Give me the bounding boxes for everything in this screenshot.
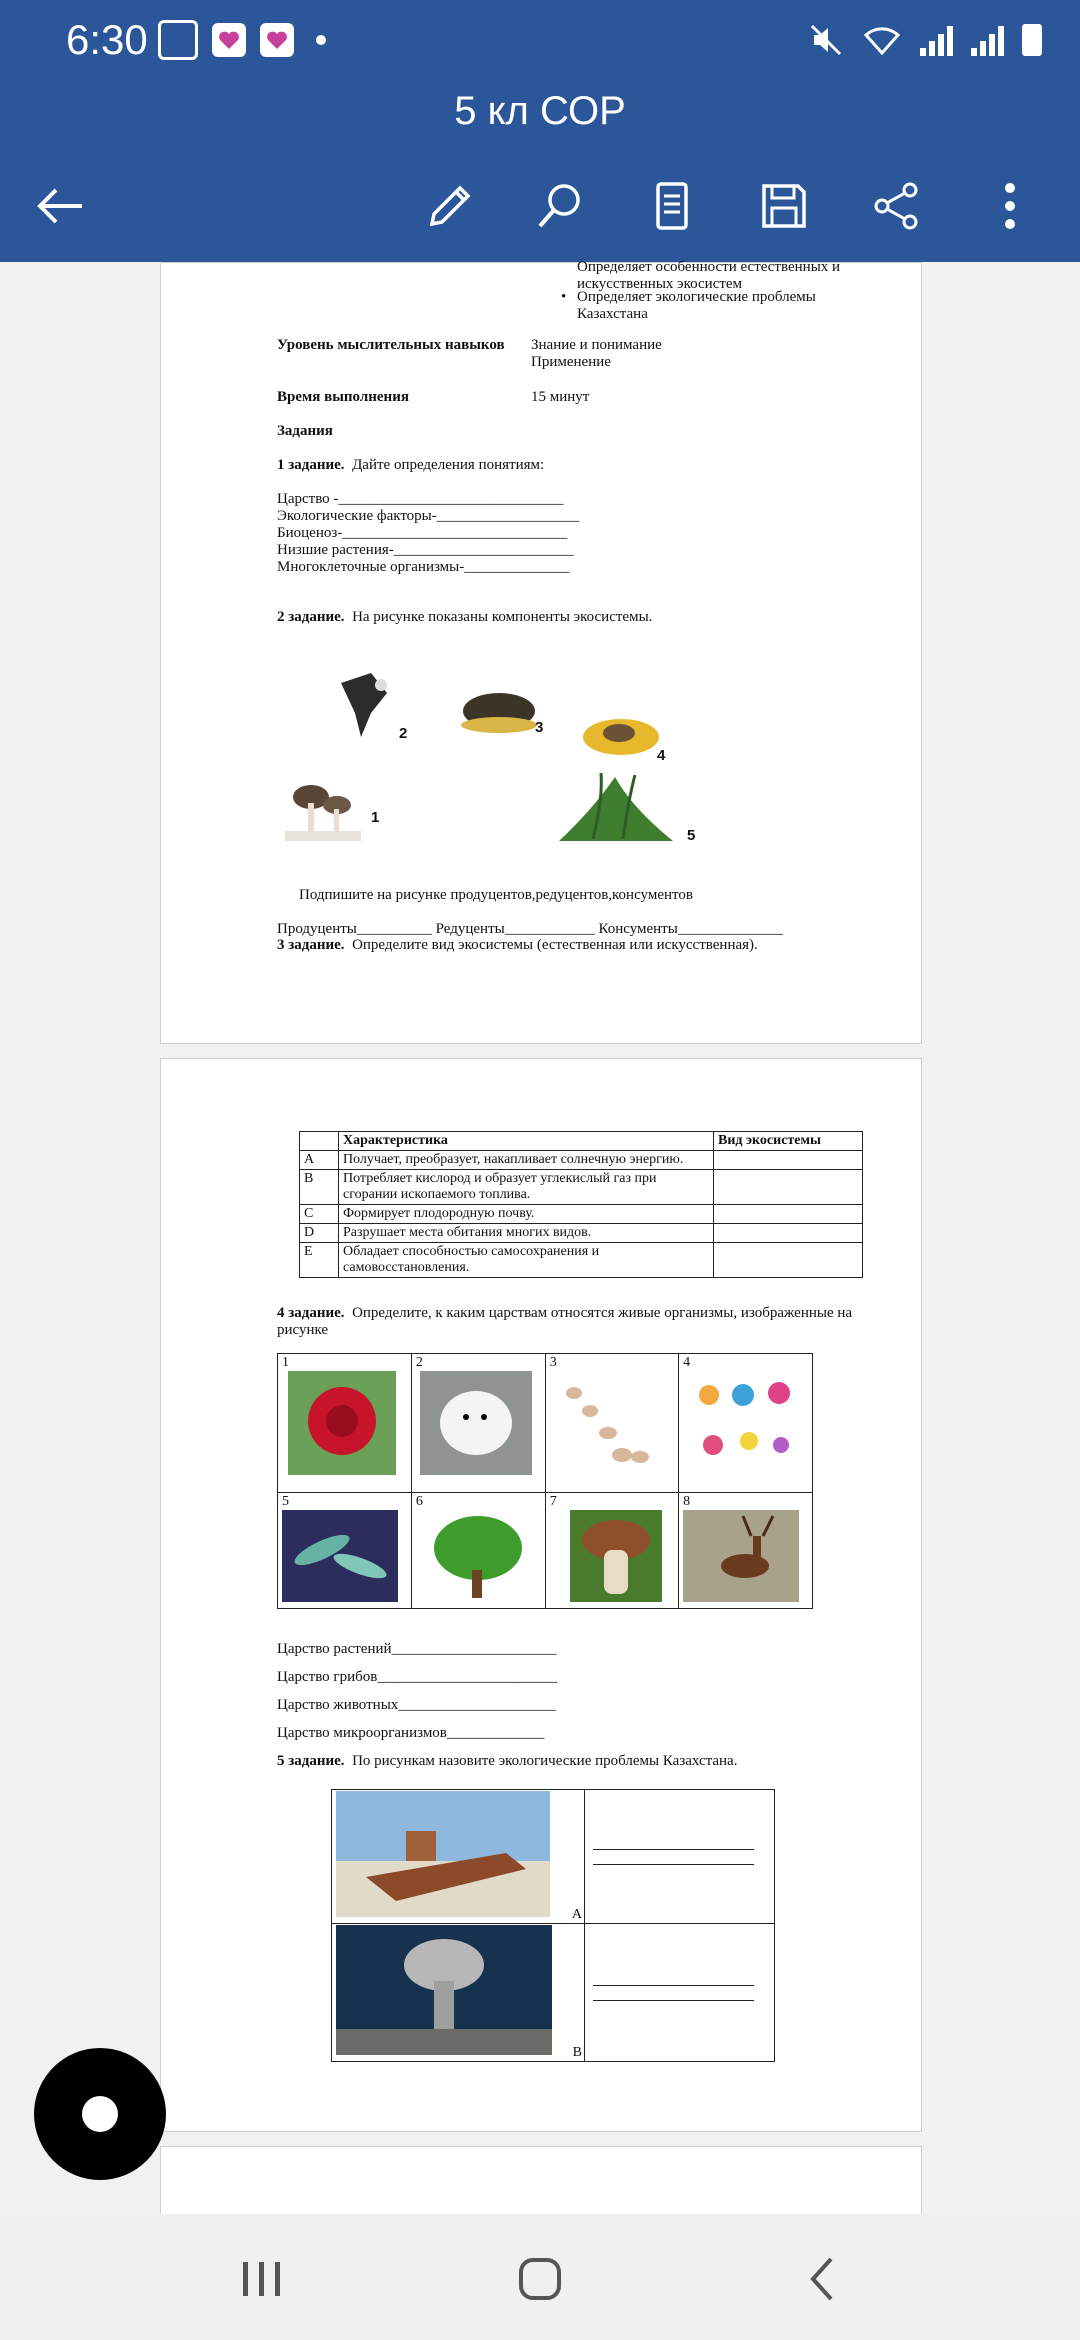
signal-icon <box>920 24 953 56</box>
nuclear-explosion-image <box>336 1925 552 2055</box>
task2-instruction: Подпишите на рисунке продуцентов,редуцентов,консументов <box>299 887 693 903</box>
bullet-dot: • <box>561 289 567 305</box>
table-header-cell: Характеристика <box>339 1132 714 1151</box>
task-number: 1 задание. <box>277 457 345 473</box>
back-nav-button[interactable] <box>792 2254 852 2304</box>
task-text: На рисунке показаны компоненты экосистемы. <box>352 609 653 625</box>
status-bar <box>0 0 1080 86</box>
eco-problems-table <box>331 1789 775 2062</box>
task2-heading <box>277 609 652 626</box>
figure-number: 4 <box>657 747 666 764</box>
row-letter: A <box>300 1151 339 1170</box>
mute-icon <box>808 22 844 58</box>
answer-cell[interactable] <box>585 1790 775 1924</box>
thinking-skill-value: Применение <box>531 354 611 370</box>
answer-cell[interactable] <box>585 1924 775 2062</box>
ecosystem-figure <box>161 643 921 843</box>
stranded-ship-image <box>336 1791 550 1917</box>
more-options-button[interactable] <box>974 170 1046 242</box>
bullet-text: Определяет особенности естественных и искусственных экосистем <box>577 259 841 292</box>
recent-apps-icon <box>239 2258 285 2300</box>
task4-heading <box>277 1305 867 1339</box>
document-page-2[interactable] <box>160 1058 922 2132</box>
grid-row <box>278 1354 813 1493</box>
share-button[interactable] <box>860 170 932 242</box>
kingdom-line: Царство растений______________________ <box>277 1641 557 1657</box>
row-text: Формирует плодородную почву. <box>339 1205 714 1224</box>
table-row <box>300 1170 863 1205</box>
task-text: По рисункам назовите экологические проблемы Казахстана. <box>352 1753 738 1769</box>
record-dot-icon <box>82 2096 118 2132</box>
app-bar <box>0 86 1080 262</box>
chevron-left-icon <box>807 2255 837 2303</box>
reading-view-button[interactable] <box>636 170 708 242</box>
gallery-icon <box>158 20 198 60</box>
home-icon <box>516 2255 564 2303</box>
cell-number: 3 <box>549 1355 557 1370</box>
bullet-item: Определяет экологические проблемы Казахстана <box>577 289 816 322</box>
cell-number: 4 <box>683 1355 691 1370</box>
app-heart-icon <box>212 23 246 57</box>
task1-line: Биоценоз-______________________________ <box>277 525 568 541</box>
search-icon <box>534 180 586 232</box>
figure-number: 3 <box>535 719 544 736</box>
organism-cell <box>278 1493 412 1609</box>
more-vertical-icon <box>1000 180 1020 232</box>
grass-plant-image <box>553 769 679 845</box>
row-text: Потребляет кислород и образует углекислый газ при сгорании ископаемого топлива. <box>339 1170 714 1205</box>
mobile-view-icon <box>652 180 692 232</box>
save-icon <box>758 180 810 232</box>
task-number: 5 задание. <box>277 1753 345 1769</box>
task-text: Определите, к каким царствам относятся живые организмы, изображенные на рисунке <box>277 1305 853 1338</box>
organisms-grid <box>277 1353 813 1609</box>
cell-number: 8 <box>683 1494 691 1509</box>
organism-cell <box>679 1493 813 1609</box>
clock: 6:30 <box>66 16 148 63</box>
search-button[interactable] <box>524 170 596 242</box>
cell-number: 6 <box>415 1494 423 1509</box>
cell-number: 7 <box>549 1494 557 1509</box>
app-heart-icon <box>260 23 294 57</box>
table-row <box>300 1224 863 1243</box>
row-text: Получает, преобразует, накапливает солнечную энергию. <box>339 1151 714 1170</box>
figure-number: 2 <box>399 725 408 742</box>
back-button[interactable] <box>24 170 96 242</box>
row-letter: D <box>300 1224 339 1243</box>
task1-line: Низшие растения-________________________ <box>277 542 574 558</box>
bird-image <box>420 1371 532 1475</box>
mouse-on-grain-image <box>581 709 663 757</box>
task1-line: Многоклеточные организмы-______________ <box>277 559 570 575</box>
row-letter: C <box>300 1205 339 1224</box>
document-title: 5 кл СОР <box>454 89 626 133</box>
tree-image <box>426 1510 530 1602</box>
kingdom-line: Царство микроорганизмов_____________ <box>277 1725 545 1741</box>
signal-icon <box>971 24 1004 56</box>
time-value: 15 минут <box>531 389 590 405</box>
task-text: Дайте определения понятиям: <box>352 457 545 473</box>
hedgehog-image <box>459 681 544 737</box>
task1-line: Царство -______________________________ <box>277 491 564 507</box>
recent-apps-button[interactable] <box>232 2254 292 2304</box>
kingdom-line: Царство грибов________________________ <box>277 1669 558 1685</box>
image-letter: B <box>572 2045 582 2060</box>
time-label: Время выполнения <box>277 389 409 405</box>
back-arrow-icon <box>34 186 86 226</box>
table-row <box>300 1243 863 1278</box>
kingdom-line: Царство животных_____________________ <box>277 1697 556 1713</box>
mushroom-image <box>570 1510 662 1602</box>
row-text: Обладает способностью самосохранения и самовосстановления. <box>339 1243 714 1278</box>
task-text: Определите вид экосистемы (естественная или искусственная). <box>352 937 758 953</box>
thinking-skill-value: Знание и понимание <box>531 337 662 353</box>
organism-cell <box>278 1354 412 1493</box>
table-header-cell: Вид экосистемы <box>714 1132 863 1151</box>
rose-image <box>288 1371 396 1475</box>
organism-cell <box>411 1354 545 1493</box>
ecosystem-table <box>299 1131 863 1278</box>
answer-cell[interactable] <box>714 1151 863 1170</box>
pencil-icon <box>424 180 476 232</box>
bird-of-prey-image <box>331 663 397 741</box>
save-button[interactable] <box>748 170 820 242</box>
wifi-icon <box>862 23 902 57</box>
share-icon <box>870 180 922 232</box>
fungal-cells-image <box>550 1371 662 1481</box>
answer-cell[interactable] <box>714 1224 863 1243</box>
task-number: 2 задание. <box>277 609 345 625</box>
figure-number: 1 <box>371 809 380 826</box>
problem-image-cell <box>332 1790 585 1924</box>
home-button[interactable] <box>510 2254 570 2304</box>
table-row <box>332 1790 775 1924</box>
task1-heading <box>277 457 544 474</box>
bullet-item <box>577 259 887 293</box>
floating-action-button[interactable] <box>34 2048 166 2180</box>
problem-image-cell <box>332 1924 585 2062</box>
table-row <box>300 1151 863 1170</box>
row-letter: B <box>300 1170 339 1205</box>
notification-icons <box>158 20 326 60</box>
microbes-image <box>683 1371 799 1481</box>
mushrooms-image <box>285 779 361 843</box>
table-row <box>332 1924 775 2062</box>
answer-cell[interactable] <box>714 1243 863 1278</box>
organism-cell <box>545 1493 678 1609</box>
system-icons <box>808 22 1042 58</box>
thinking-skills-label: Уровень мыслительных навыков <box>277 337 505 353</box>
tasks-heading: Задания <box>277 423 333 439</box>
task2-answer-line: Продуценты__________ Редуценты____________ Консументы______________ <box>277 921 783 937</box>
organism-cell <box>679 1354 813 1493</box>
answer-cell[interactable] <box>714 1205 863 1224</box>
task-number: 3 задание. <box>277 937 345 953</box>
cell-number: 2 <box>415 1355 423 1370</box>
task-number: 4 задание. <box>277 1305 345 1321</box>
table-row <box>300 1205 863 1224</box>
task5-heading <box>277 1753 737 1770</box>
task1-line: Экологические факторы-___________________ <box>277 508 580 524</box>
deer-image <box>683 1510 799 1602</box>
table-header-cell <box>300 1132 339 1151</box>
answer-cell[interactable] <box>714 1170 863 1205</box>
image-letter: A <box>571 1907 582 1922</box>
organism-cell <box>545 1354 678 1493</box>
table-header-row <box>300 1132 863 1151</box>
more-notifications-dot <box>316 35 326 45</box>
battery-icon <box>1022 24 1042 56</box>
organism-cell <box>411 1493 545 1609</box>
bacteria-image <box>282 1510 398 1602</box>
edit-button[interactable] <box>414 170 486 242</box>
row-letter: E <box>300 1243 339 1278</box>
row-text: Разрушает места обитания многих видов. <box>339 1224 714 1243</box>
document-page-1[interactable] <box>160 259 922 1044</box>
figure-number: 5 <box>687 827 696 844</box>
cell-number: 5 <box>282 1494 289 1509</box>
grid-row <box>278 1493 813 1609</box>
cell-number: 1 <box>282 1355 289 1370</box>
task3-heading <box>277 937 758 954</box>
navigation-bar <box>0 2214 1080 2340</box>
